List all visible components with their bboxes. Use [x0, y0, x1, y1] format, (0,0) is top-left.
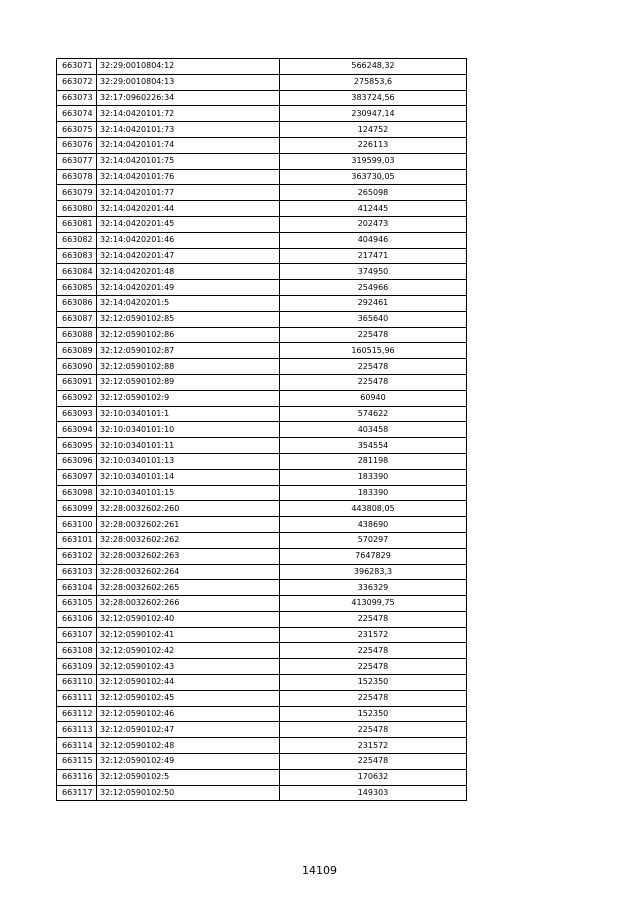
value-cell: 383724,56: [280, 90, 467, 106]
value-cell: 170632: [280, 769, 467, 785]
table-row: [57, 675, 467, 691]
table-body: [57, 59, 467, 801]
row-id-cell: 663087: [57, 311, 97, 327]
row-id-cell: 663117: [57, 785, 97, 801]
cadastral-number-cell: 32:14:0420201:44: [97, 201, 280, 217]
row-id-cell: 663083: [57, 248, 97, 264]
value-cell: 566248,32: [280, 59, 467, 75]
cadastral-value-table: [56, 58, 467, 801]
row-id-cell: 663095: [57, 438, 97, 454]
row-id-cell: 663111: [57, 690, 97, 706]
table-row: [57, 280, 467, 296]
cadastral-number-cell: 32:10:0340101:11: [97, 438, 280, 454]
row-id-cell: 663081: [57, 216, 97, 232]
row-id-cell: 663071: [57, 59, 97, 75]
cadastral-number-cell: 32:10:0340101:1: [97, 406, 280, 422]
table-row: [57, 185, 467, 201]
cadastral-number-cell: 32:28:0032602:262: [97, 532, 280, 548]
row-id-cell: 663077: [57, 153, 97, 169]
table-row: [57, 264, 467, 280]
row-id-cell: 663101: [57, 532, 97, 548]
value-cell: 231572: [280, 627, 467, 643]
table-row: [57, 422, 467, 438]
value-cell: 319599,03: [280, 153, 467, 169]
table-row: [57, 548, 467, 564]
page-number: 14109: [302, 864, 337, 877]
row-id-cell: 663113: [57, 722, 97, 738]
row-id-cell: 663094: [57, 422, 97, 438]
table-row: [57, 532, 467, 548]
cadastral-number-cell: 32:17:0960226:34: [97, 90, 280, 106]
table-row: [57, 90, 467, 106]
cadastral-number-cell: 32:29:0010804:12: [97, 59, 280, 75]
value-cell: 365640: [280, 311, 467, 327]
table-row: [57, 722, 467, 738]
table-row: [57, 580, 467, 596]
cadastral-number-cell: 32:10:0340101:14: [97, 469, 280, 485]
value-cell: 254966: [280, 280, 467, 296]
cadastral-number-cell: 32:28:0032602:264: [97, 564, 280, 580]
cadastral-number-cell: 32:12:0590102:44: [97, 675, 280, 691]
cadastral-number-cell: 32:12:0590102:88: [97, 359, 280, 375]
value-cell: 225478: [280, 359, 467, 375]
cadastral-number-cell: 32:29:0010804:13: [97, 74, 280, 90]
value-cell: 354554: [280, 438, 467, 454]
table-row: [57, 453, 467, 469]
table-row: [57, 738, 467, 754]
value-cell: 60940: [280, 390, 467, 406]
table-row: [57, 659, 467, 675]
value-cell: 230947,14: [280, 106, 467, 122]
table-row: [57, 627, 467, 643]
cadastral-number-cell: 32:12:0590102:5: [97, 769, 280, 785]
row-id-cell: 663114: [57, 738, 97, 754]
value-cell: 403458: [280, 422, 467, 438]
cadastral-number-cell: 32:14:0420201:45: [97, 216, 280, 232]
cadastral-number-cell: 32:12:0590102:43: [97, 659, 280, 675]
cadastral-number-cell: 32:28:0032602:261: [97, 517, 280, 533]
value-cell: 281198: [280, 453, 467, 469]
cadastral-number-cell: 32:12:0590102:47: [97, 722, 280, 738]
value-cell: 412445: [280, 201, 467, 217]
table-row: [57, 406, 467, 422]
row-id-cell: 663088: [57, 327, 97, 343]
value-cell: 231572: [280, 738, 467, 754]
value-cell: 225478: [280, 327, 467, 343]
row-id-cell: 663109: [57, 659, 97, 675]
value-cell: 413099,75: [280, 596, 467, 612]
table-row: [57, 485, 467, 501]
row-id-cell: 663076: [57, 137, 97, 153]
cadastral-number-cell: 32:28:0032602:266: [97, 596, 280, 612]
table-row: [57, 295, 467, 311]
table-row: [57, 469, 467, 485]
value-cell: 292461: [280, 295, 467, 311]
row-id-cell: 663099: [57, 501, 97, 517]
table-row: [57, 201, 467, 217]
cadastral-number-cell: 32:14:0420201:46: [97, 232, 280, 248]
table-row: [57, 643, 467, 659]
row-id-cell: 663080: [57, 201, 97, 217]
value-cell: 363730,05: [280, 169, 467, 185]
row-id-cell: 663105: [57, 596, 97, 612]
value-cell: 443808,05: [280, 501, 467, 517]
cadastral-number-cell: 32:12:0590102:42: [97, 643, 280, 659]
cadastral-number-cell: 32:10:0340101:13: [97, 453, 280, 469]
cadastral-number-cell: 32:14:0420101:77: [97, 185, 280, 201]
row-id-cell: 663092: [57, 390, 97, 406]
cadastral-number-cell: 32:28:0032602:260: [97, 501, 280, 517]
table-row: [57, 611, 467, 627]
cadastral-number-cell: 32:12:0590102:45: [97, 690, 280, 706]
table-row: [57, 359, 467, 375]
row-id-cell: 663086: [57, 295, 97, 311]
table-row: [57, 327, 467, 343]
cadastral-number-cell: 32:12:0590102:48: [97, 738, 280, 754]
value-cell: 202473: [280, 216, 467, 232]
row-id-cell: 663084: [57, 264, 97, 280]
row-id-cell: 663116: [57, 769, 97, 785]
value-cell: 124752: [280, 122, 467, 138]
value-cell: 574622: [280, 406, 467, 422]
value-cell: 275853,6: [280, 74, 467, 90]
table-row: [57, 74, 467, 90]
table-row: [57, 106, 467, 122]
table-row: [57, 153, 467, 169]
table-row: [57, 501, 467, 517]
cadastral-number-cell: 32:12:0590102:9: [97, 390, 280, 406]
row-id-cell: 663096: [57, 453, 97, 469]
value-cell: 225478: [280, 611, 467, 627]
cadastral-number-cell: 32:12:0590102:49: [97, 754, 280, 770]
cadastral-number-cell: 32:14:0420201:49: [97, 280, 280, 296]
table-row: [57, 706, 467, 722]
row-id-cell: 663102: [57, 548, 97, 564]
row-id-cell: 663074: [57, 106, 97, 122]
value-cell: 183390: [280, 469, 467, 485]
value-cell: 225478: [280, 722, 467, 738]
table-row: [57, 137, 467, 153]
cadastral-number-cell: 32:14:0420101:76: [97, 169, 280, 185]
value-cell: 160515,96: [280, 343, 467, 359]
value-cell: 404946: [280, 232, 467, 248]
table-row: [57, 122, 467, 138]
table-row: [57, 311, 467, 327]
value-cell: 225478: [280, 690, 467, 706]
table-row: [57, 517, 467, 533]
value-cell: 438690: [280, 517, 467, 533]
cadastral-number-cell: 32:28:0032602:263: [97, 548, 280, 564]
cadastral-number-cell: 32:12:0590102:86: [97, 327, 280, 343]
row-id-cell: 663107: [57, 627, 97, 643]
table-row: [57, 438, 467, 454]
value-cell: 152350: [280, 675, 467, 691]
row-id-cell: 663073: [57, 90, 97, 106]
table-row: [57, 754, 467, 770]
value-cell: 149303: [280, 785, 467, 801]
table-row: [57, 374, 467, 390]
cadastral-number-cell: 32:14:0420101:74: [97, 137, 280, 153]
cadastral-number-cell: 32:28:0032602:265: [97, 580, 280, 596]
row-id-cell: 663091: [57, 374, 97, 390]
row-id-cell: 663075: [57, 122, 97, 138]
value-cell: 336329: [280, 580, 467, 596]
row-id-cell: 663089: [57, 343, 97, 359]
cadastral-number-cell: 32:14:0420101:72: [97, 106, 280, 122]
value-cell: 225478: [280, 754, 467, 770]
cadastral-number-cell: 32:14:0420201:48: [97, 264, 280, 280]
value-cell: 225478: [280, 374, 467, 390]
value-cell: 396283,3: [280, 564, 467, 580]
value-cell: 217471: [280, 248, 467, 264]
table-row: [57, 232, 467, 248]
table-row: [57, 785, 467, 801]
data-table-container: [56, 58, 466, 801]
value-cell: 374950: [280, 264, 467, 280]
table-row: [57, 169, 467, 185]
row-id-cell: 663097: [57, 469, 97, 485]
row-id-cell: 663100: [57, 517, 97, 533]
row-id-cell: 663108: [57, 643, 97, 659]
row-id-cell: 663115: [57, 754, 97, 770]
cadastral-number-cell: 32:14:0420201:47: [97, 248, 280, 264]
cadastral-number-cell: 32:12:0590102:41: [97, 627, 280, 643]
table-row: [57, 596, 467, 612]
table-row: [57, 390, 467, 406]
table-row: [57, 769, 467, 785]
row-id-cell: 663079: [57, 185, 97, 201]
value-cell: 183390: [280, 485, 467, 501]
value-cell: 225478: [280, 659, 467, 675]
row-id-cell: 663110: [57, 675, 97, 691]
value-cell: 226113: [280, 137, 467, 153]
row-id-cell: 663082: [57, 232, 97, 248]
table-row: [57, 690, 467, 706]
row-id-cell: 663078: [57, 169, 97, 185]
cadastral-number-cell: 32:10:0340101:15: [97, 485, 280, 501]
cadastral-number-cell: 32:12:0590102:46: [97, 706, 280, 722]
table-row: [57, 343, 467, 359]
row-id-cell: 663104: [57, 580, 97, 596]
cadastral-number-cell: 32:12:0590102:89: [97, 374, 280, 390]
row-id-cell: 663106: [57, 611, 97, 627]
cadastral-number-cell: 32:10:0340101:10: [97, 422, 280, 438]
row-id-cell: 663103: [57, 564, 97, 580]
table-row: [57, 564, 467, 580]
table-row: [57, 216, 467, 232]
row-id-cell: 663098: [57, 485, 97, 501]
value-cell: 570297: [280, 532, 467, 548]
row-id-cell: 663093: [57, 406, 97, 422]
row-id-cell: 663090: [57, 359, 97, 375]
value-cell: 265098: [280, 185, 467, 201]
cadastral-number-cell: 32:12:0590102:85: [97, 311, 280, 327]
row-id-cell: 663112: [57, 706, 97, 722]
cadastral-number-cell: 32:14:0420201:5: [97, 295, 280, 311]
cadastral-number-cell: 32:14:0420101:73: [97, 122, 280, 138]
value-cell: 152350: [280, 706, 467, 722]
cadastral-number-cell: 32:14:0420101:75: [97, 153, 280, 169]
table-row: [57, 248, 467, 264]
cadastral-number-cell: 32:12:0590102:87: [97, 343, 280, 359]
value-cell: 225478: [280, 643, 467, 659]
row-id-cell: 663085: [57, 280, 97, 296]
cadastral-number-cell: 32:12:0590102:40: [97, 611, 280, 627]
table-row: [57, 59, 467, 75]
row-id-cell: 663072: [57, 74, 97, 90]
cadastral-number-cell: 32:12:0590102:50: [97, 785, 280, 801]
value-cell: 7647829: [280, 548, 467, 564]
